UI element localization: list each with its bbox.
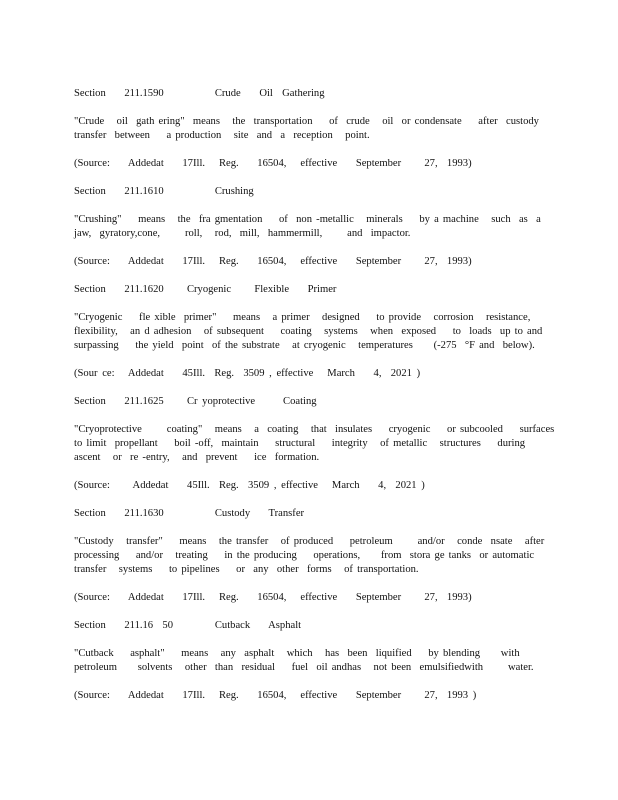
definition-line: "Crude oil gath ering" means the transportation of crude oil or condensate after custody <box>74 116 539 127</box>
section-heading: Section 211.1630 Custody Transfer <box>74 508 305 519</box>
document-page <box>74 87 555 717</box>
section-definition <box>74 647 534 675</box>
section-heading: Section 211.1625 Cr yoprotective Coating <box>74 396 317 407</box>
definition-line: to limit propellant boil -off, maintain structural integrity of metallic structures during <box>74 438 526 449</box>
section-heading: Section 211.1620 Cryogenic Flexible Primer <box>74 284 337 295</box>
section-definition <box>74 311 543 353</box>
section-definition <box>74 423 555 465</box>
definition-line: transfer systems to pipelines or any other forms of transportation. <box>74 564 419 575</box>
section-source: (Sour ce: Addedat 45Ill. Reg. 3509 , effective March 4, 2021 ) <box>74 368 421 379</box>
section-source: (Source: Addedat 17Ill. Reg. 16504, effective September 27, 1993) <box>74 158 472 169</box>
definition-line: processing and/or treating in the producing operations, from stora ge tanks or automatic <box>74 550 535 561</box>
section-source: (Source: Addedat 17Ill. Reg. 16504, effective September 27, 1993 ) <box>74 690 477 701</box>
section-source: (Source: Addedat 17Ill. Reg. 16504, effective September 27, 1993) <box>74 592 472 603</box>
definition-line: surpassing the yield point of the substrate at cryogenic temperatures (-275 °F and below). <box>74 340 535 351</box>
definition-line: "Custody transfer" means the transfer of produced petroleum and/or conde nsate after <box>74 536 545 547</box>
definition-line: jaw, gyratory,cone, roll, rod, mill, hammermill, and impactor. <box>74 228 411 239</box>
definition-line: "Cryogenic fle xible primer" means a primer designed to provide corrosion resistance, <box>74 312 531 323</box>
section-heading: Section 211.16 50 Cutback Asphalt <box>74 620 302 631</box>
section-definition <box>74 115 539 143</box>
section-definition <box>74 213 541 241</box>
section-heading: Section 211.1610 Crushing <box>74 186 254 197</box>
definition-line: "Crushing" means the fra gmentation of non -metallic minerals by a machine such as a <box>74 214 541 225</box>
definition-line: petroleum solvents other than residual fuel oil andhas not been emulsifiedwith water. <box>74 662 534 673</box>
section-heading: Section 211.1590 Crude Oil Gathering <box>74 88 325 99</box>
section-source: (Source: Addedat 17Ill. Reg. 16504, effective September 27, 1993) <box>74 256 472 267</box>
section-definition <box>74 535 545 577</box>
definition-line: transfer between a production site and a reception point. <box>74 130 370 141</box>
definition-line: flexibility, an d adhesion of subsequent coating systems when exposed to loads up to and <box>74 326 543 337</box>
definition-line: "Cryoprotective coating" means a coating that insulates cryogenic or subcooled surfaces <box>74 424 555 435</box>
section-source: (Source: Addedat 45Ill. Reg. 3509 , effective March 4, 2021 ) <box>74 480 425 491</box>
definition-line: "Cutback asphalt" means any asphalt which has been liquified by blending with <box>74 648 520 659</box>
definition-line: ascent or re -entry, and prevent ice formation. <box>74 452 320 463</box>
